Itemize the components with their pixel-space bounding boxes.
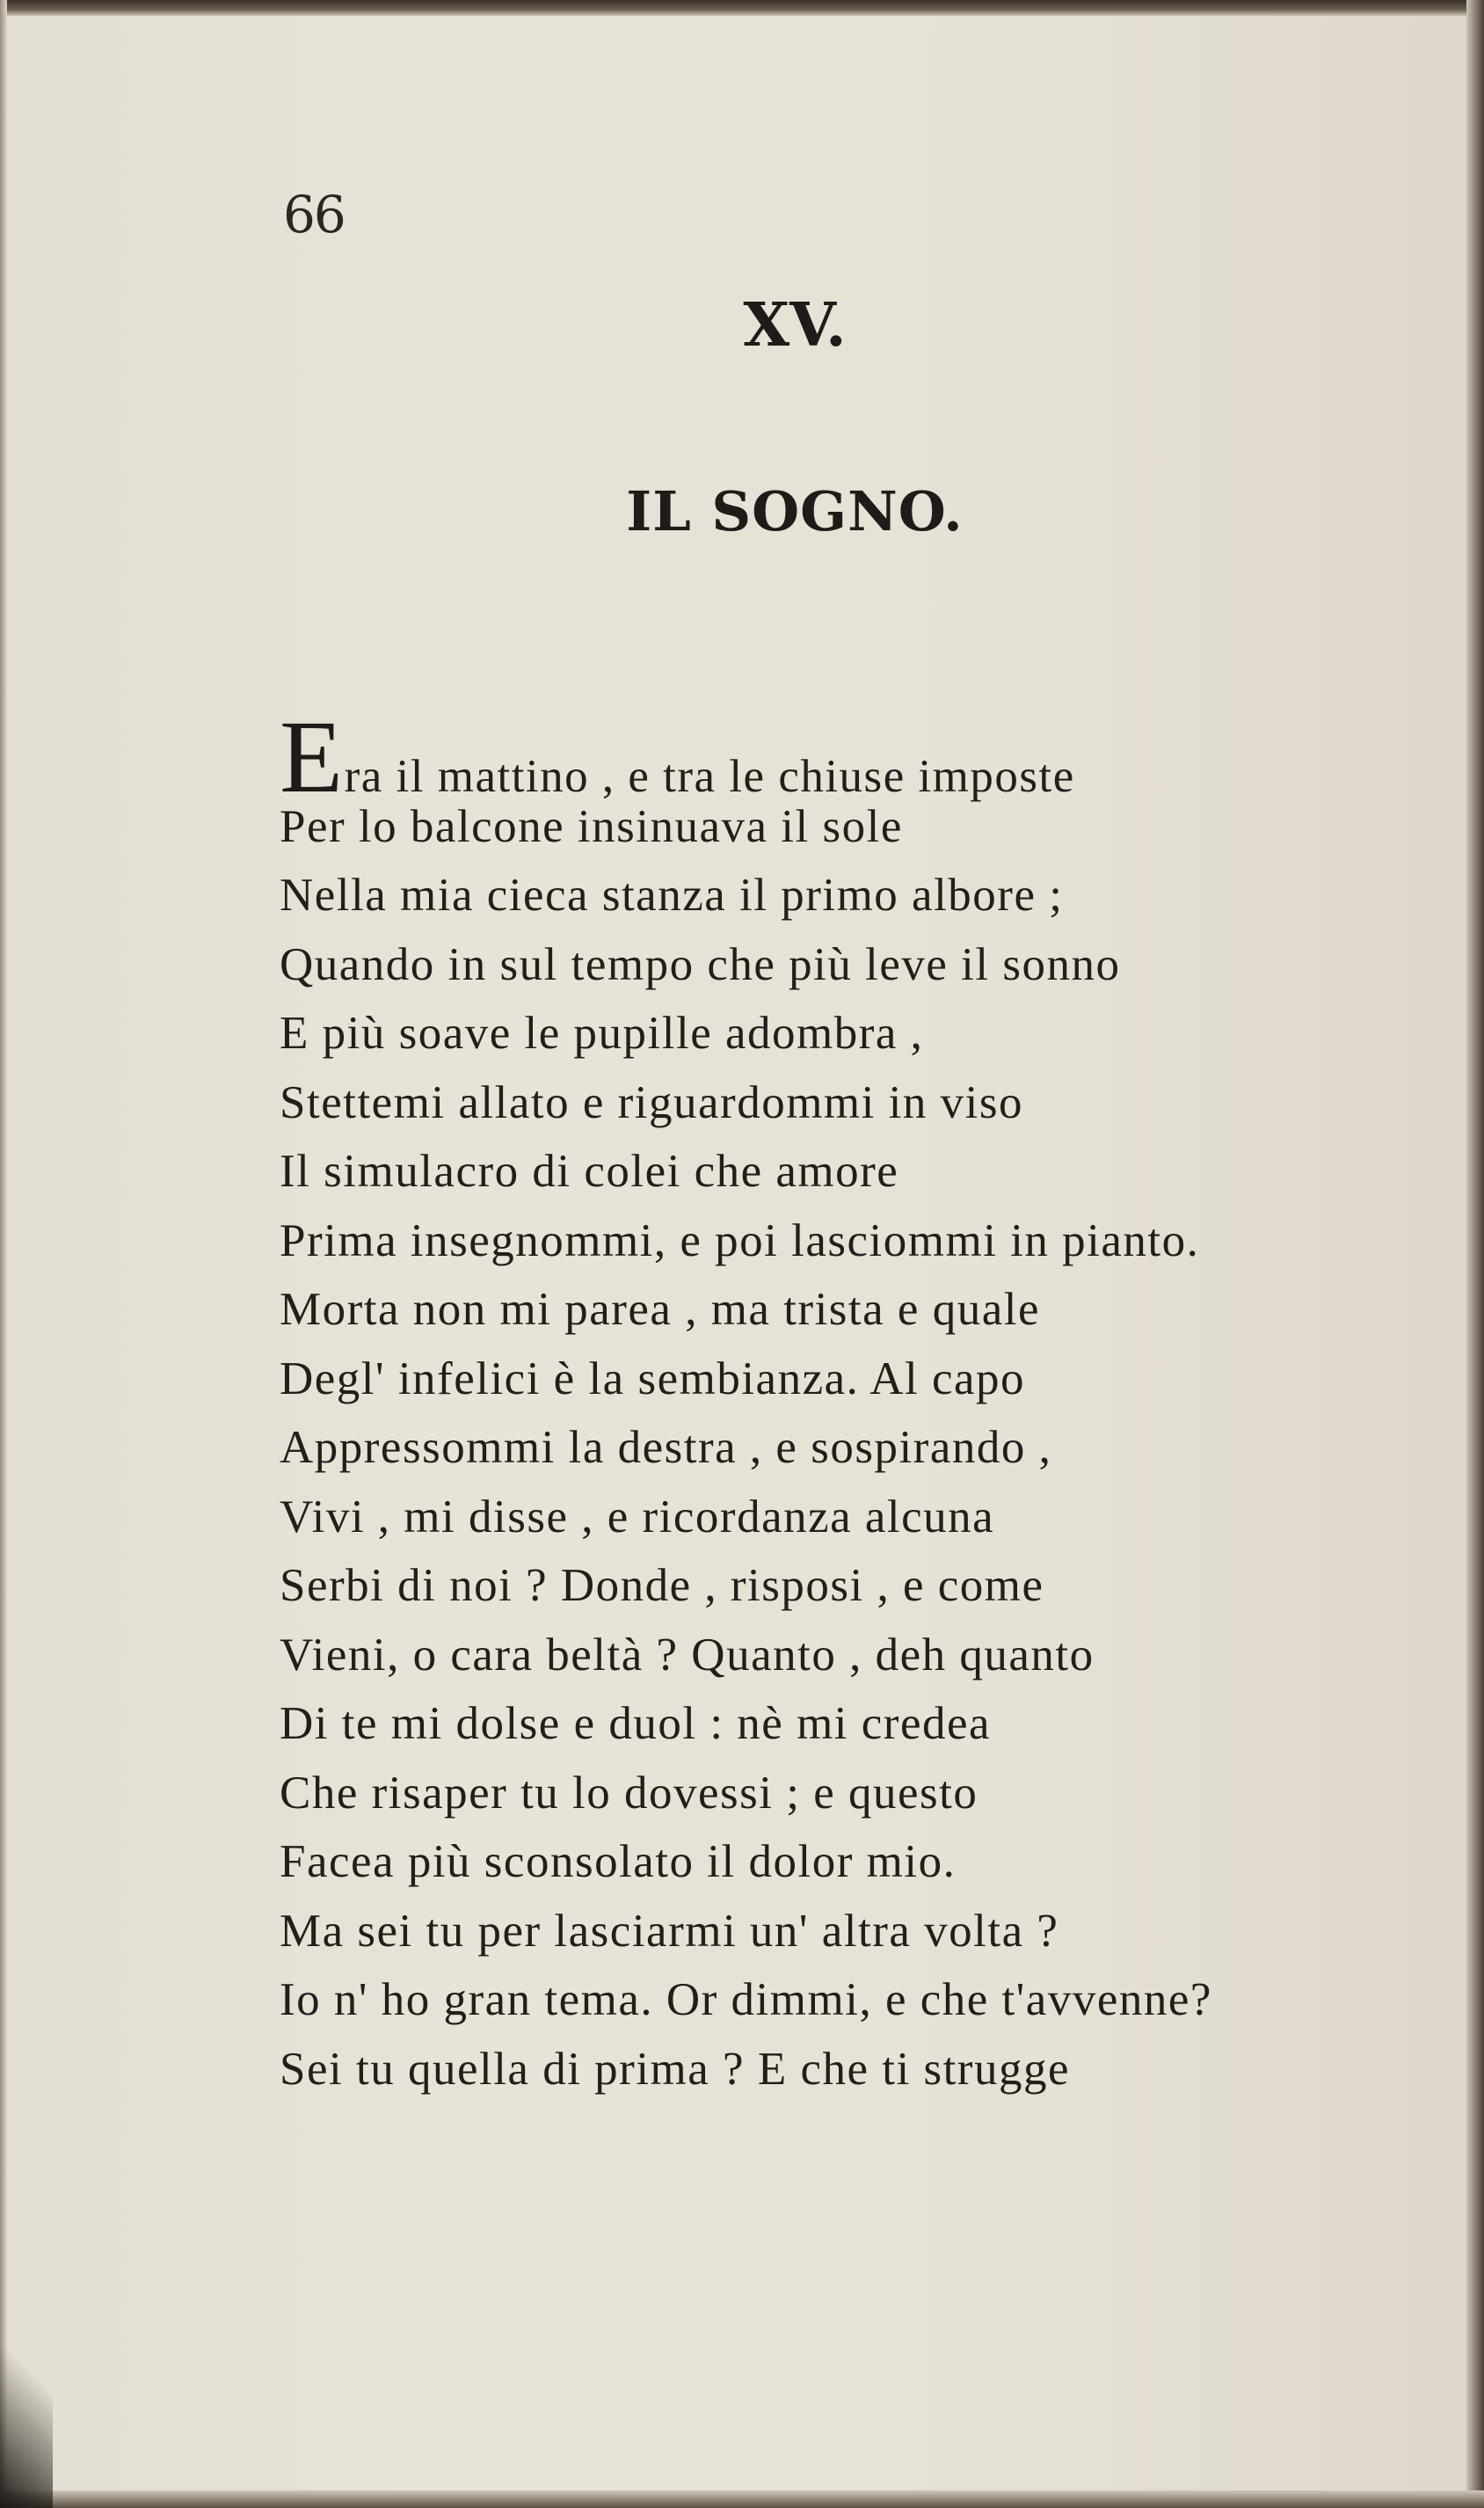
poem-line: Ma sei tu per lasciarmi un' altra volta ? (280, 1905, 1059, 1957)
poem-line: Morta non mi parea , ma trista e quale (280, 1284, 1040, 1335)
poem-line: Vieni, o cara beltà ? Quanto , deh quanto (280, 1629, 1095, 1681)
poem-line: Di te mi dolse e duol : nè mi credea (280, 1698, 992, 1749)
page-top-edge (0, 0, 1484, 16)
poem-line: Serbi di noi ? Donde , risposi , e come (280, 1560, 1044, 1611)
poem-line: Stettemi allato e riguardommi in viso (280, 1076, 1023, 1128)
page-number: 66 (283, 185, 345, 244)
poem-line: Che risaper tu lo dovessi ; e questo (280, 1767, 978, 1819)
corner-shadow (0, 2322, 53, 2508)
poem-body (280, 699, 1422, 2103)
poem-line: Prima insegnommi, e poi lasciommi in pianto. (280, 1214, 1200, 1266)
poem-line: E più soave le pupille adombra , (280, 1008, 924, 1059)
poem-line: Per lo balcone insinuava il sole (280, 800, 903, 852)
chapter-number: XV. (743, 290, 847, 361)
poem-line: Appressommi la destra , e sospirando , (280, 1422, 1052, 1473)
poem-line: Facea più sconsolato il dolor mio. (280, 1836, 957, 1887)
page-bottom-edge (0, 2490, 1484, 2508)
drop-cap: E (280, 699, 345, 814)
poem-line: Degl' infelici è la sembianza. Al capo (280, 1352, 1025, 1404)
poem-line: Io n' ho gran tema. Or dimmi, e che t'avvenne? (280, 1974, 1212, 2025)
poem-line: Sei tu quella di prima ? E che ti strugge (280, 2043, 1070, 2095)
poem-title: IL SOGNO. (626, 479, 964, 543)
poem-line-text: ra il mattino , e tra le chiuse imposte (344, 751, 1075, 802)
page-left-edge (0, 0, 7, 2508)
poem-line: Nella mia cieca stanza il primo albore ; (280, 870, 1064, 921)
poem-line: Il simulacro di colei che amore (280, 1146, 899, 1197)
poem-line (280, 699, 1422, 814)
page-right-edge (1466, 0, 1484, 2508)
poem-line: Quando in sul tempo che più leve il sonno (280, 938, 1121, 990)
poem-line: Vivi , mi disse , e ricordanza alcuna (280, 1491, 995, 1542)
